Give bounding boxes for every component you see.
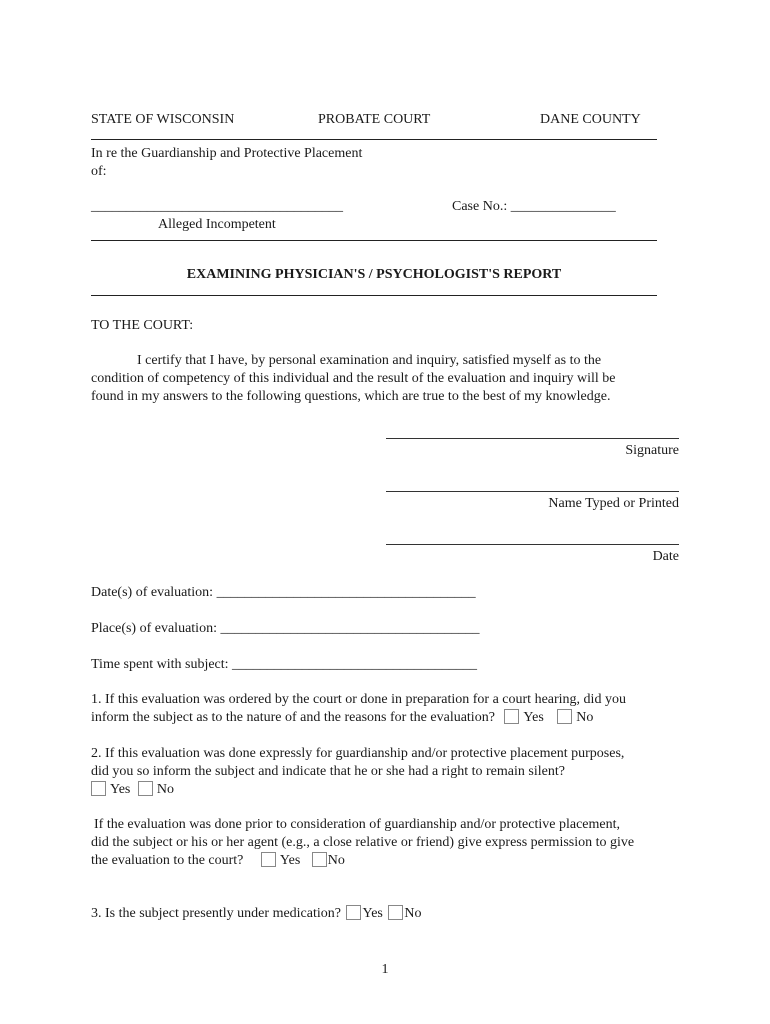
certify-line-2: condition of competency of this individual and the result of the evaluation and inquiry will be xyxy=(91,371,616,386)
q2b-line-1: If the evaluation was done prior to consideration of guardianship and/or protective placement, xyxy=(94,817,620,832)
question-2 xyxy=(91,745,671,799)
salutation: TO THE COURT: xyxy=(91,318,194,333)
q1-line-1: 1. If this evaluation was ordered by the court or done in preparation for a court hearing, did you xyxy=(91,692,626,707)
dates-of-evaluation-field[interactable]: Date(s) of evaluation: _____________________________________ xyxy=(91,585,476,600)
page-number: 1 xyxy=(381,962,389,977)
subject-name-blank[interactable]: ____________________________________ xyxy=(91,199,343,214)
title-rule xyxy=(91,295,657,296)
alleged-incompetent-label: Alleged Incompetent xyxy=(158,217,276,232)
signature-line[interactable] xyxy=(386,438,679,439)
q1-yes-option[interactable]: Yes xyxy=(504,709,543,727)
question-1 xyxy=(91,691,671,727)
q3-no-option[interactable]: No xyxy=(388,905,421,923)
q2b-line-2: did the subject or his or her agent (e.g., a close relative or friend) give express permission to give xyxy=(91,835,635,850)
q2-yes-checkbox[interactable] xyxy=(91,781,106,796)
q1-yes-checkbox[interactable] xyxy=(504,709,519,724)
name-typed-label: Name Typed or Printed xyxy=(548,496,679,511)
q3-yes-option[interactable]: Yes xyxy=(346,905,382,923)
case-number-field[interactable]: Case No.: _______________ xyxy=(452,199,616,214)
question-2b xyxy=(91,816,671,870)
q2b-yes-checkbox[interactable] xyxy=(261,852,276,867)
caption-rule xyxy=(91,240,657,241)
name-line[interactable] xyxy=(386,491,679,492)
q3-yes-checkbox[interactable] xyxy=(346,905,361,920)
certify-line-3: found in my answers to the following questions, which are true to the best of my knowledge. xyxy=(91,389,611,404)
signature-label: Signature xyxy=(625,443,679,458)
court-label: PROBATE COURT xyxy=(318,112,431,127)
q3-text: 3. Is the subject presently under medication? xyxy=(91,906,341,921)
q1-no-option[interactable]: No xyxy=(557,709,593,727)
q2b-no-option[interactable]: No xyxy=(312,852,345,870)
caption-line-2: of: xyxy=(91,164,107,179)
q2b-yes-option[interactable]: Yes xyxy=(261,852,300,870)
q2-yes-option[interactable]: Yes xyxy=(91,781,130,799)
q2b-no-checkbox[interactable] xyxy=(312,852,327,867)
q3-no-checkbox[interactable] xyxy=(388,905,403,920)
date-line[interactable] xyxy=(386,544,679,545)
q2-line-1: 2. If this evaluation was done expressly for guardianship and/or protective placement purposes, xyxy=(91,746,625,761)
county-label: DANE COUNTY xyxy=(540,112,641,127)
q2b-line-3: the evaluation to the court? xyxy=(91,853,244,868)
q2-no-option[interactable]: No xyxy=(138,781,174,799)
q1-line-2: inform the subject as to the nature of and the reasons for the evaluation? xyxy=(91,710,495,725)
header-rule xyxy=(91,139,657,140)
certify-line-1: I certify that I have, by personal examination and inquiry, satisfied myself as to the xyxy=(137,353,602,368)
q2-line-2: did you so inform the subject and indicate that he or she had a right to remain silent? xyxy=(91,764,565,779)
report-title: EXAMINING PHYSICIAN'S / PSYCHOLOGIST'S REPORT xyxy=(186,267,562,282)
certification-paragraph xyxy=(91,352,671,406)
q1-no-checkbox[interactable] xyxy=(557,709,572,724)
caption-line-1: In re the Guardianship and Protective Placement xyxy=(91,146,363,161)
places-of-evaluation-field[interactable]: Place(s) of evaluation: _____________________________________ xyxy=(91,621,480,636)
state-label: STATE OF WISCONSIN xyxy=(91,112,235,127)
date-label: Date xyxy=(652,549,679,564)
q2-no-checkbox[interactable] xyxy=(138,781,153,796)
question-3 xyxy=(91,905,421,923)
time-spent-field[interactable]: Time spent with subject: ___________________________________ xyxy=(91,657,478,672)
